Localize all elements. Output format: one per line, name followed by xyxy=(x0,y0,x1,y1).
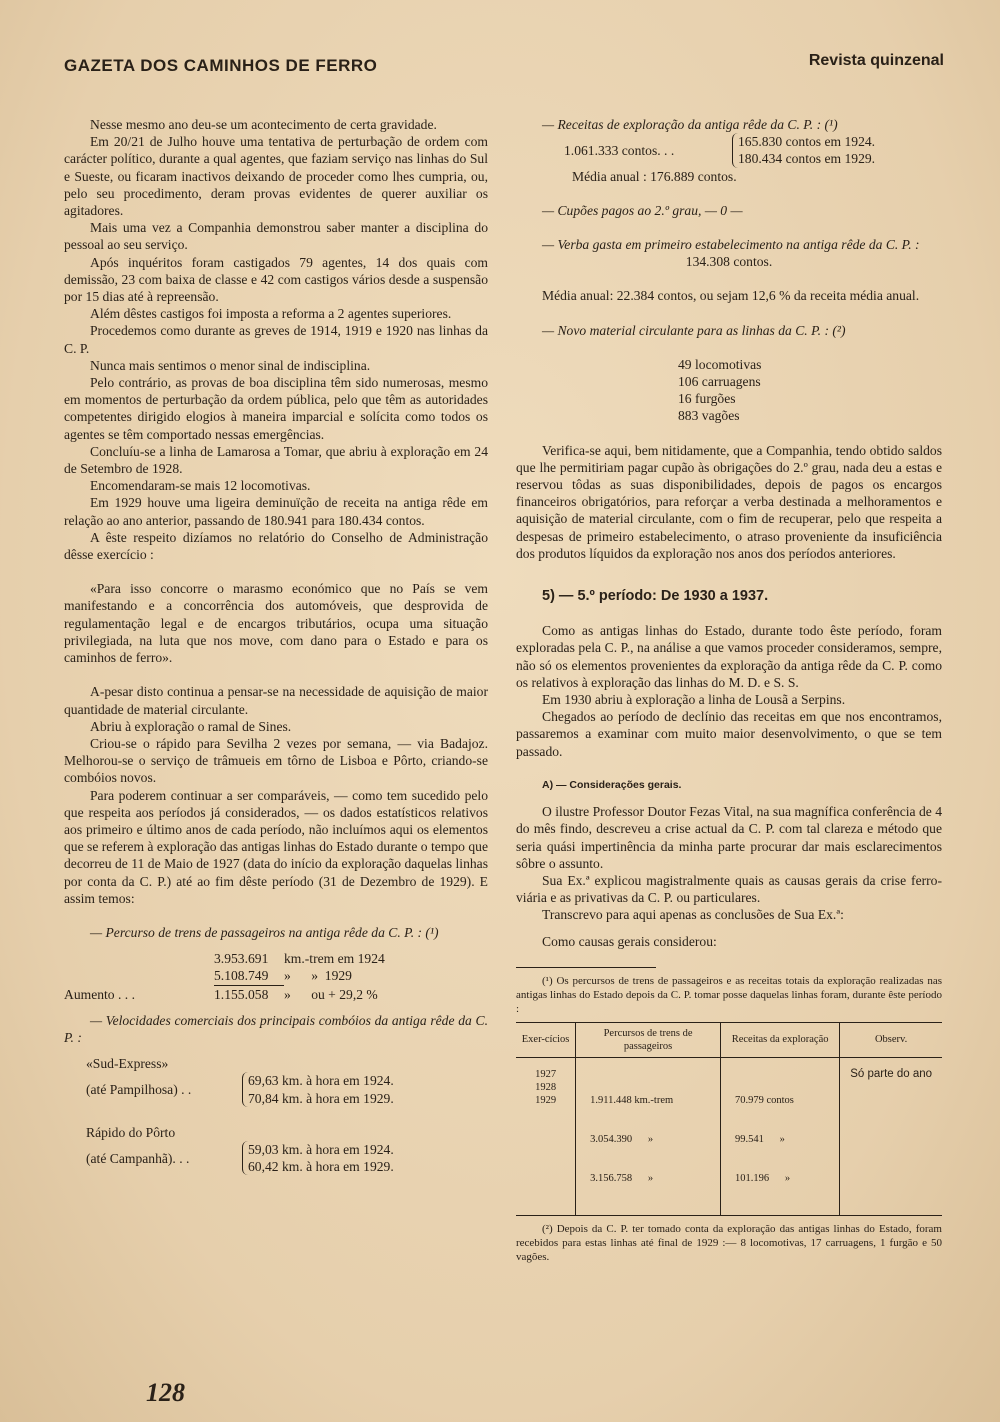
footnote-table xyxy=(516,1022,942,1216)
page-number: 128 xyxy=(146,1378,185,1407)
rapido-porto-route: (até Campanhã). . . xyxy=(86,1150,190,1166)
paragraph: Como as antigas linhas do Estado, durante todo êste período, foram exploradas pela C. P., na análise a que vamos proceder consideramos, sempre, não só os elementos provenientes da exploração da antiga rêde da C. P. como os relativos à exploração das linhas do M. D. e S. S. xyxy=(516,623,942,690)
sud-speed-1924: 69,63 km. à hora em 1924. xyxy=(248,1073,394,1089)
verba-media: Média anual: 22.384 contos, ou sejam 12,6 % da receita média anual. xyxy=(542,288,920,304)
paragraph: Mais uma vez a Companhia demonstrou saber manter a disciplina do pessoal ao seu serviço. xyxy=(64,220,488,253)
rapido-porto-name: Rápido do Pôrto xyxy=(86,1124,176,1140)
material-heading: — Novo material circulante para as linhas da C. P. : (²) xyxy=(542,322,846,338)
paragraph: Concluíu-se a linha de Lamarosa a Tomar, que abriu à exploração em 24 de Setembro de 1928. xyxy=(64,443,488,477)
table-cell-receita: 70.979 contos xyxy=(734,1094,794,1106)
percurso-table xyxy=(64,950,488,1003)
paragraph: A-pesar disto continua a pensar-se na necessidade de aquisição de maior quantidade de material circulante. xyxy=(64,684,488,717)
paragraph: Além dêstes castigos foi imposta a reforma a 2 agentes superiores. xyxy=(90,306,452,322)
velocidades-heading: — Velocidades comerciais dos principais combóios da antiga rêde da C. P. : xyxy=(64,1012,488,1045)
receitas-heading: — Receitas de exploração da antiga rêde da C. P. : (¹) xyxy=(542,117,838,132)
left-column xyxy=(64,116,488,1175)
paragraph: A êste respeito dizíamos no relatório do Conselho de Administração dêsse exercício : xyxy=(64,529,488,563)
table-cell-receita: 99.541 » xyxy=(734,1133,785,1145)
receitas-1924: 165.830 contos em 1924. xyxy=(738,134,876,150)
column-header: Receitas da exploração xyxy=(720,1022,839,1057)
right-column xyxy=(516,116,942,1264)
receitas-1929: 180.434 contos em 1929. xyxy=(738,151,876,167)
paragraph: Criou-se o rápido para Sevilha 2 vezes por semana, — via Badajoz. Melhorou-se o serviço de trâmueis em tôrno de Lisboa e Pôrto, criando-se combóios novos. xyxy=(64,735,488,786)
paragraph: Chegados ao período de declínio das receitas em que nos encontramos, passaremos a examinar com muito maior desenvolvimento, o que se tem passado. xyxy=(516,709,942,759)
sud-express-route: (até Pampilhosa) . . xyxy=(86,1081,192,1097)
aumento-value: 1.155.058 xyxy=(214,986,269,1002)
verba-value: 134.308 contos. xyxy=(685,254,773,270)
paragraph: Nesse mesmo ano deu-se um acontecimento de certa gravidade. xyxy=(90,117,437,132)
aumento-percent: » ou + 29,2 % xyxy=(284,986,378,1002)
paragraph: Em 20/21 de Julho houve uma tentativa de perturbação de ordem com carácter político, durante a qual agentes, que faziam serviço nas linhas do Sul e Sueste, ou ficaram inactivos deixando de proceder como lhes cumpria, ou, pelo seu procedimento, deram provas evidentes de querer auxiliar os agitadores. xyxy=(64,134,488,219)
paragraph: Para poderem continuar a ser comparáveis, — como tem sucedido pelo que respeita aos períodos já considerados, — os dados estatísticos relativos aos primeiro e último anos de cada período, não incluímos aqui os elementos que se referem à exploração das antigas linhas do Estado durante o tempo que decorreu de 11 de Maio de 1927 (data do início da exploração daquelas linhas por conta da C. P.) até ao fim dêste período (31 de Dezembro de 1929). E assim temos: xyxy=(64,787,488,906)
quotation: «Para isso concorre o marasmo económico que no País se vem manifestando e a concorrência dos automóveis, que desprovida de regulamentação legal e de encargos tributários, ocupa uma situação privilegiada, na luta que nos move, com dano para o Estado e para os caminhos de ferro». xyxy=(64,581,488,666)
footnote-2: (²) Depois da C. P. ter tomado conta da exploração das antigas linhas do Estado, foram recebidos para estas linhas até final de 1929 :— 8 locomotivas, 17 carruagens, 1 furgão e 50 vagões. xyxy=(516,1222,942,1263)
paragraph: Após inquéritos foram castigados 79 agentes, 14 dos quais com demissão, 23 com baixa de classe e 42 com castigos vários desde a suspensão por 15 dias até à repreensão. xyxy=(64,254,488,305)
column-header: Exer-cícios xyxy=(516,1022,576,1057)
sud-express-name: «Sud-Express» xyxy=(86,1056,169,1072)
table-row xyxy=(516,1057,942,1215)
table-cell-percurso: 3.054.390 » xyxy=(590,1133,654,1145)
material-item: 106 carruagens xyxy=(678,374,761,390)
paragraph: Em 1929 houve uma ligeira deminuïção de receita na antiga rêde em relação ao ano anterior, passando de 180.941 para 180.434 contos. xyxy=(64,495,488,528)
material-item: 883 vagões xyxy=(678,408,740,424)
paragraph: Pelo contrário, as provas de boa disciplina têm sido numerosas, mesmo em momentos de perturbação da ordem pública, pelo que têm as autoridades competentes dirigido elogios à maneira imparcial e solícita como todos os agentes se têm comportado nessas emergências. xyxy=(64,375,488,442)
paragraph: Abriu à exploração o ramal de Sines. xyxy=(90,718,292,734)
footnote-1: (¹) Os percursos de trens de passageiros e as receitas totais da exploração realizadas nas antigas linhas do Estado depois da C. P. tomar posse daquelas linhas foram, durante êste período : xyxy=(516,974,942,1015)
paragraph: Nunca mais sentimos o menor sinal de indisciplina. xyxy=(90,357,371,373)
table-cell-receita: 101.196 » xyxy=(734,1172,791,1184)
paragraph: Verifica-se aqui, bem nitidamente, que a Companhia, tendo obtido saldos que lhe permitiriam pagar cupão às obrigações do 2.º grau, nada deu a estas e reservou tôdas as suas disponibilidades, depois de pagos os encargos financeiros obrigatórios, para reforçar a verba destinada a melhoramentos e aquisição de material circulante, com o fim de recuperar, pelo que respeita a despesas de primeiro estabelecimento, o atraso proveniente da insuficiência dos produtos líquidos da exploração nos anos dos períodos anteriores. xyxy=(516,442,942,561)
paragraph: Em 1930 abriu à exploração a linha de Lousã a Serpins. xyxy=(542,692,846,708)
publication-subtitle: Revista quinzenal xyxy=(808,52,944,69)
material-item: 16 furgões xyxy=(678,391,736,407)
percurso-1924-label: km.-trem em 1924 xyxy=(284,951,385,967)
verba-heading: — Verba gasta em primeiro estabelecimento na antiga rêde da C. P. : xyxy=(542,237,920,253)
subsection-heading: A) — Considerações gerais. xyxy=(542,778,682,791)
percurso-heading: — Percurso de trens de passageiros na antiga rêde da C. P. : (¹) xyxy=(90,924,439,940)
aumento-label: Aumento . . . xyxy=(64,986,135,1002)
table-cell-percurso: 3.156.758 » xyxy=(590,1172,654,1184)
table-cell-year: 1928 xyxy=(535,1081,557,1093)
rapido-speed-1929: 60,42 km. à hora em 1929. xyxy=(248,1159,394,1175)
section-heading: 5) — 5.º período: De 1930 a 1937. xyxy=(542,588,769,605)
cupoes-line: — Cupões pagos ao 2.º grau, — 0 — xyxy=(542,202,743,218)
percurso-1924-value: 3.953.691 xyxy=(214,951,269,967)
rapido-speed-1924: 59,03 km. à hora em 1924. xyxy=(248,1141,394,1157)
table-cell-obs: Só parte do ano xyxy=(850,1067,933,1080)
paragraph: Procedemos como durante as greves de 1914, 1919 e 1920 nas linhas da C. P. xyxy=(64,323,488,356)
rapido-porto-speeds xyxy=(64,1141,488,1175)
table-cell-year: 1929 xyxy=(535,1094,557,1106)
column-header: Observ. xyxy=(840,1022,942,1057)
paragraph: Transcrevo para aqui apenas as conclusões de Sua Ex.ª: xyxy=(542,907,844,923)
table-cell-percurso: 1.911.448 km.-trem xyxy=(590,1094,674,1106)
receitas-media: Média anual : 176.889 contos. xyxy=(572,168,737,184)
material-item: 49 locomotivas xyxy=(678,356,762,372)
paragraph: Sua Ex.ª explicou magistralmente quais as causas gerais da crise ferro-viária e as privativas da C. P. ou particulares. xyxy=(516,872,942,906)
receitas-values xyxy=(516,133,942,167)
percurso-1929-value: 5.108.749 xyxy=(214,967,284,985)
table-cell-year: 1927 xyxy=(535,1068,557,1080)
paragraph: Encomendaram-se mais 12 locomotivas. xyxy=(90,478,311,494)
publication-title: GAZETA DOS CAMINHOS DE FERRO xyxy=(64,56,378,75)
receitas-total: 1.061.333 contos. . . xyxy=(564,142,675,158)
column-header: Percursos de trens de passageiros xyxy=(576,1022,721,1057)
paragraph: Como causas gerais considerou: xyxy=(542,933,717,949)
sud-speed-1929: 70,84 km. à hora em 1929. xyxy=(248,1090,394,1106)
sud-express-speeds xyxy=(64,1072,488,1106)
material-list xyxy=(516,356,942,425)
paragraph: O ilustre Professor Doutor Fezas Vital, na sua magnífica conferência de 4 do mês findo, descreveu a crise actual da C. P. com tal clareza e método que seria quási impertinência da minha parte procurar dar mais esclarecimentos sôbre o assunto. xyxy=(516,804,942,871)
percurso-1929-label: » » 1929 xyxy=(284,968,352,984)
footnote-rule xyxy=(516,967,656,968)
